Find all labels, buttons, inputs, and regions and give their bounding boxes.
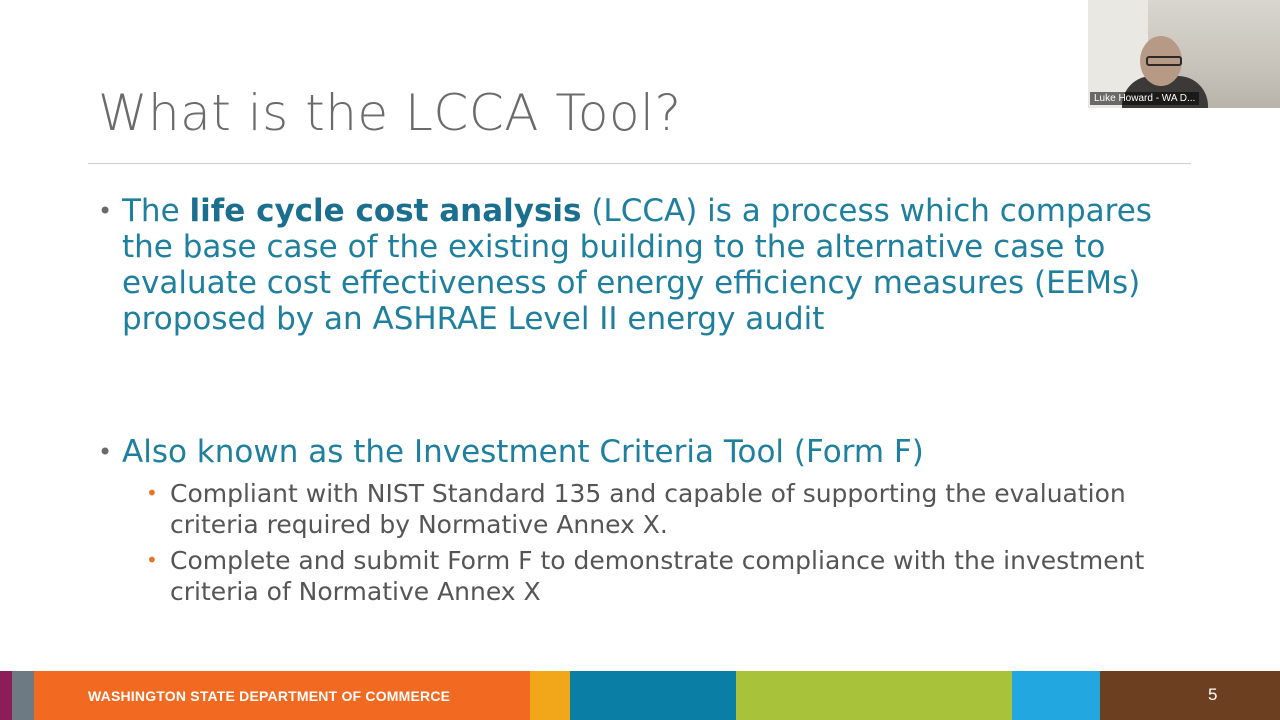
footer-segment — [530, 671, 570, 720]
bullet-prefix: The — [122, 193, 190, 229]
bullet-text: Also known as the Investment Criteria Tool (Form F) — [122, 434, 924, 470]
participant-glasses — [1146, 56, 1182, 66]
bullet-suffix: (LCCA) is a process which compares the base case of the existing building to the alternative case to evaluate cost effectiveness of energy efficiency measures (EEMs) proposed by an ASHRAE Level II energy audit — [122, 193, 1152, 337]
footer-organization: WASHINGTON STATE DEPARTMENT OF COMMERCE — [88, 688, 451, 704]
bullet-dot: • — [98, 197, 113, 225]
page-number: 5 — [1208, 685, 1218, 704]
participant-name-tag: Luke Howard - WA D... — [1090, 92, 1199, 105]
sub-bullet-dot: • — [146, 548, 158, 572]
sub-bullet-nist — [146, 478, 1146, 540]
bullet-lcca-definition — [98, 193, 1168, 337]
sub-bullet-text: Compliant with NIST Standard 135 and capable of supporting the evaluation criteria required by Normative Annex X. — [170, 479, 1126, 539]
footer-band — [0, 671, 1280, 720]
bullet-text — [122, 193, 1168, 337]
footer-segment — [1100, 671, 1280, 720]
slide-title: What is the LCCA Tool? — [98, 84, 682, 142]
footer-segment — [570, 671, 736, 720]
footer-segment — [0, 671, 12, 720]
sub-bullet-form-f — [146, 545, 1146, 607]
footer-segment — [12, 671, 34, 720]
sub-bullet-dot: • — [146, 481, 158, 505]
bullet-dot: • — [98, 438, 113, 466]
participant-video-tile[interactable] — [1088, 0, 1280, 108]
footer-segment — [1012, 671, 1100, 720]
footer-segment — [736, 671, 1012, 720]
title-divider — [88, 163, 1191, 164]
sub-bullet-text: Complete and submit Form F to demonstrate compliance with the investment criteria of Normative Annex X — [170, 546, 1145, 606]
bullet-investment-criteria — [98, 434, 1168, 470]
bullet-bold-term: life cycle cost analysis — [189, 193, 582, 229]
